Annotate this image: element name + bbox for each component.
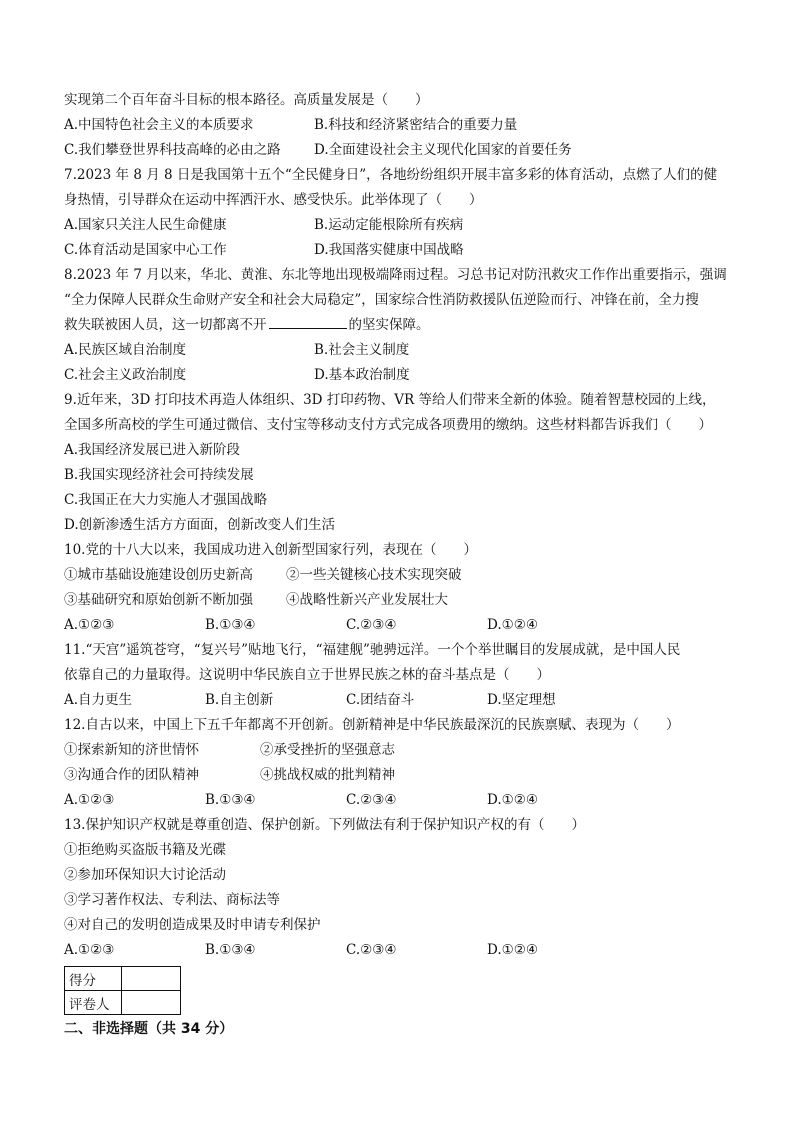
score-value-cell[interactable] [122,967,181,991]
question-13-statement-3: ③学习著作权法、专利法、商标法等 [64,892,280,908]
question-7-stem-line2: 身热情，引导群众在运动中挥洒汗水、感受快乐。此举体现了（ ） [64,192,483,208]
question-10-statement-3: ③基础研究和原始创新不断加强 [64,592,253,608]
question-10-statements-row1 [64,563,754,588]
grader-value-cell[interactable] [122,991,181,1015]
question-11-option-b: B.自主创新 [205,692,274,708]
question-9-stem-line2: 全国多所高校的学生可通过微信、支付宝等移动支付方式完成各项费用的缴纳。这些材料都告诉我们（ ） [64,417,712,433]
section-2-title: 二、非选择题（共 34 分） [64,1021,234,1037]
question-8-stem-part-a: 救失联被困人员，这一切都离不开 [64,317,267,333]
score-label: 得分 [65,967,122,991]
question-7-option-d: D.我国落实健康中国战略 [314,242,464,258]
question-10-option-c: C.②③④ [346,617,397,633]
question-6-option-b: B.科技和经济紧密结合的重要力量 [314,117,518,133]
question-8-options-row1 [64,338,754,363]
question-8-option-a: A.民族区域自治制度 [64,342,187,358]
question-8-stem-part-b: 的坚实保障。 [348,317,430,333]
question-10-statement-2: ②一些关键核心技术实现突破 [286,567,462,583]
question-8-option-b: B.社会主义制度 [314,342,410,358]
question-11-stem-line2: 依靠自己的力量取得。这说明中华民族自立于世界民族之林的奋斗基点是（ ） [64,667,550,683]
question-8-option-c: C.社会主义政治制度 [64,367,187,383]
question-12-option-a: A.①②③ [64,792,115,808]
question-13-option-c: C.②③④ [346,942,397,958]
question-12-statement-4: ④挑战权威的批判精神 [260,767,395,783]
question-11-option-d: D.坚定理想 [487,692,556,708]
question-6-stem: 实现第二个百年奋斗目标的根本路径。高质量发展是（ ） [64,92,429,108]
question-9-option-d: D.创新渗透生活方方面面，创新改变人们生活 [64,517,336,533]
question-13-statement-4: ④对自己的发明创造成果及时申请专利保护 [64,917,321,933]
question-11-stem-line1: 11.“天宫”遥筑苍穹，“复兴号”贴地飞行，“福建舰”驰骋远洋。一个个举世瞩目的发展成就，是中国人民 [64,642,681,658]
question-13-options [64,938,754,963]
question-10-option-a: A.①②③ [64,617,115,633]
question-6-option-a: A.中国特色社会主义的本质要求 [64,117,254,133]
question-7-options-row1 [64,213,754,238]
question-9-option-c: C.我国正在大力实施人才强国战略 [64,492,268,508]
question-7-option-a: A.国家只关注人民生命健康 [64,217,227,233]
question-12-statement-3: ③沟通合作的团队精神 [64,767,199,783]
question-10-statement-4: ④战略性新兴产业发展壮大 [286,592,448,608]
fill-in-blank [269,314,347,329]
question-7-stem-line1: 7.2023 年 8 月 8 日是我国第十五个“全民健身日”，各地纷纷组织开展丰富多彩的体育活动，点燃了人们的健 [64,167,718,183]
question-8-stem-line3 [64,313,754,338]
question-7-option-c: C.体育活动是国家中心工作 [64,242,227,258]
question-13-option-d: D.①②④ [487,942,538,958]
question-12-statements-row2 [64,763,754,788]
question-12-statement-2: ②承受挫折的坚强意志 [260,742,395,758]
question-11-option-c: C.团结奋斗 [346,692,415,708]
question-6-options-row1 [64,113,754,138]
question-7-options-row2 [64,238,754,263]
question-12-option-b: B.①③④ [205,792,256,808]
question-11-options [64,688,754,713]
question-12-statement-1: ①探索新知的济世情怀 [64,742,199,758]
question-10-statement-1: ①城市基础设施建设创历史新高 [64,567,253,583]
grader-label: 评卷人 [65,991,122,1015]
question-10-option-b: B.①③④ [205,617,256,633]
question-12-option-d: D.①②④ [487,792,538,808]
question-12-statements-row1 [64,738,754,763]
question-8-options-row2 [64,363,754,388]
question-9-stem-line1: 9.近年来，3D 打印技术再造人体组织、3D 打印药物、VR 等给人们带来全新的体验。随着智慧校园的上线， [64,392,716,408]
question-7-option-b: B.运动定能根除所有疾病 [314,217,464,233]
question-6-option-c: C.我们攀登世界科技高峰的必由之路 [64,142,281,158]
question-10-stem: 10.党的十八大以来，我国成功进入创新型国家行列，表现在（ ） [64,542,477,558]
question-10-options [64,613,754,638]
question-10-option-d: D.①②④ [487,617,538,633]
question-8-option-d: D.基本政治制度 [314,367,410,383]
grader-row [65,991,181,1015]
question-11-option-a: A.自力更生 [64,692,133,708]
question-13-stem: 13.保护知识产权就是尊重创造、保护创新。下列做法有利于保护知识产权的有（ ） [64,817,585,833]
question-10-statements-row2 [64,588,754,613]
question-9-option-b: B.我国实现经济社会可持续发展 [64,467,254,483]
question-13-option-a: A.①②③ [64,942,115,958]
question-8-stem-line1: 8.2023 年 7 月以来，华北、黄淮、东北等地出现极端降雨过程。习总书记对防汛救灾工作作出重要指示，强调 [64,267,727,283]
score-table [64,966,181,1015]
question-12-options [64,788,754,813]
question-6-options-row2 [64,138,754,163]
question-13-statement-2: ②参加环保知识大讨论活动 [64,867,226,883]
question-13-statement-1: ①拒绝购买盗版书籍及光碟 [64,842,226,858]
question-9-option-a: A.我国经济发展已进入新阶段 [64,442,241,458]
question-12-stem: 12.自古以来，中国上下五千年都离不开创新。创新精神是中华民族最深沉的民族禀赋、表现为（ ） [64,717,680,733]
question-12-option-c: C.②③④ [346,792,397,808]
question-13-option-b: B.①③④ [205,942,256,958]
question-8-stem-line2: “全力保障人民群众生命财产安全和社会大局稳定”，国家综合性消防救援队伍逆险而行、冲锋在前，全力搜 [64,292,699,308]
exam-page [64,88,754,1041]
question-6-option-d: D.全面建设社会主义现代化国家的首要任务 [314,142,572,158]
score-row [65,967,181,991]
